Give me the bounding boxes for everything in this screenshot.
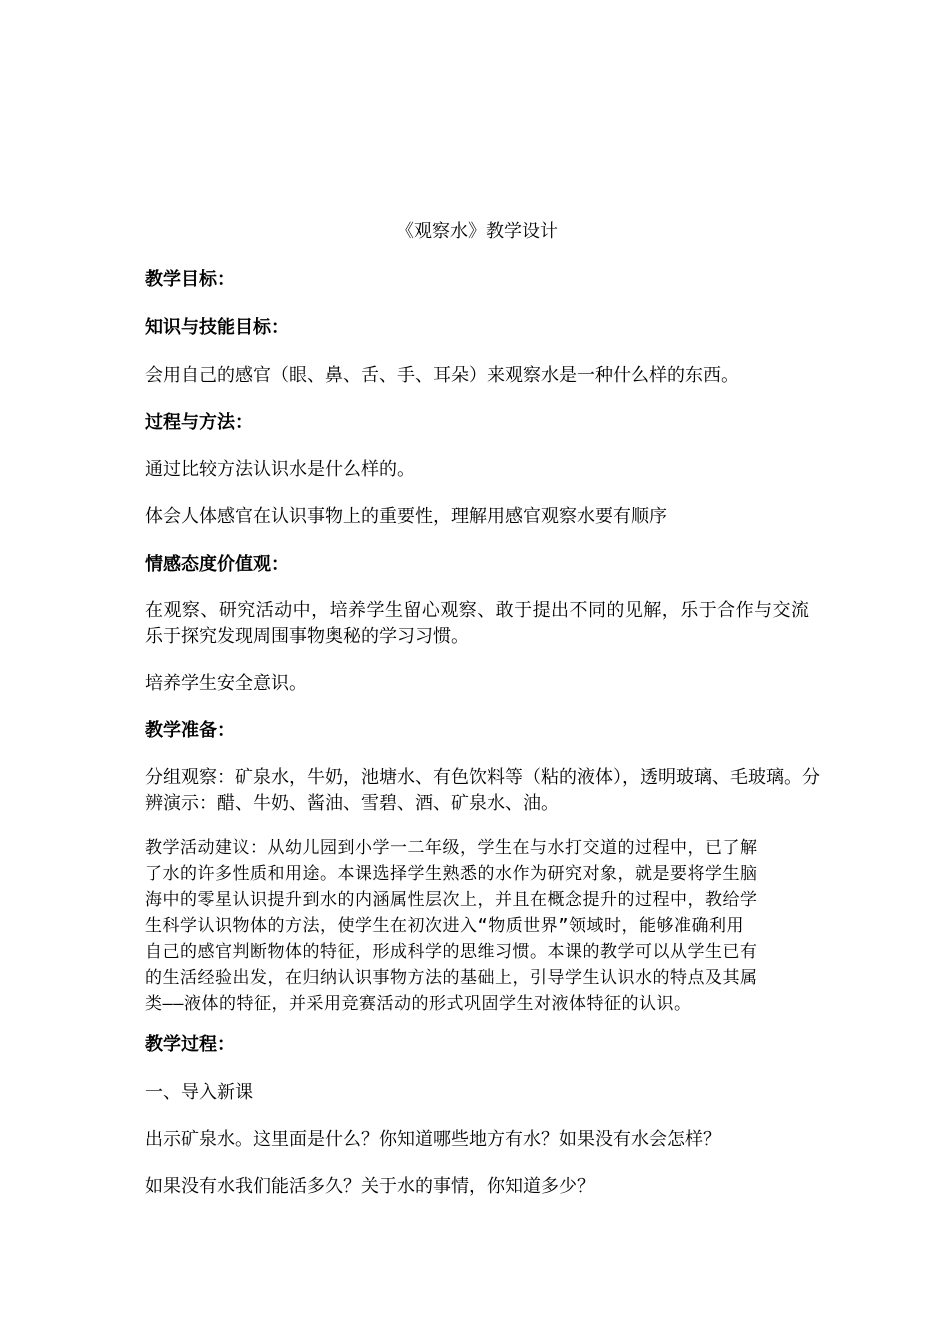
teaching-prep-line-2: 辨演示：醋、牛奶、酱油、雪碧、酒、矿泉水、油。 [145, 793, 559, 814]
knowledge-skill-text: 会用自己的感官（眼、鼻、舌、手、耳朵）来观察水是一种什么样的东西。 [145, 365, 739, 386]
teaching-prep-heading: 教学准备： [145, 720, 235, 741]
intro-text-1: 出示矿泉水。这里面是什么？你知道哪些地方有水？如果没有水会怎样？ [145, 1129, 721, 1150]
activity-suggestion-paragraph [145, 835, 809, 1017]
teaching-prep-line-1: 分组观察：矿泉水，牛奶，池塘水、有色饮料等（粘的液体），透明玻璃、毛玻璃。分 [145, 767, 820, 788]
process-method-text-2: 体会人体感官在认识事物上的重要性，理解用感官观察水要有顺序 [145, 506, 667, 527]
safety-awareness-text: 培养学生安全意识。 [145, 673, 307, 694]
activity-suggestion-line: 了水的许多性质和用途。本课选择学生熟悉的水作为研究对象，就是要将学生脑 [145, 864, 758, 884]
activity-suggestion-line: 教学活动建议：从幼儿园到小学一二年级，学生在与水打交道的过程中，已了解 [145, 838, 758, 858]
emotion-attitude-line-1: 在观察、研究活动中，培养学生留心观察、敢于提出不同的见解，乐于合作与交流 [145, 600, 809, 621]
teaching-prep-paragraph [145, 765, 820, 817]
emotion-attitude-line-2: 乐于探究发现周围事物奥秘的学习习惯。 [145, 626, 469, 647]
intro-text-2: 如果没有水我们能活多久？关于水的事情，你知道多少？ [145, 1176, 595, 1197]
emotion-attitude-heading: 情感态度价值观： [145, 554, 289, 575]
teaching-goal-heading: 教学目标： [145, 269, 235, 290]
section-one-heading: 一、导入新课 [145, 1082, 253, 1103]
knowledge-skill-heading: 知识与技能目标： [145, 317, 289, 338]
process-method-heading: 过程与方法： [145, 412, 253, 433]
teaching-process-heading: 教学过程： [145, 1034, 235, 1055]
emotion-attitude-paragraph [145, 598, 809, 650]
activity-suggestion-line: 的生活经验出发，在归纳认识事物方法的基础上，引导学生认识水的特点及其属 [145, 968, 758, 988]
process-method-text-1: 通过比较方法认识水是什么样的。 [145, 459, 415, 480]
activity-suggestion-line: 海中的零星认识提升到水的内涵属性层次上，并且在概念提升的过程中，教给学 [145, 890, 758, 910]
activity-suggestion-line: 生科学认识物体的方法，使学生在初次进入“物质世界”领域时，能够准确利用 [145, 916, 744, 936]
activity-suggestion-line: 自己的感官判断物体的特征，形成科学的思维习惯。本课的教学可以从学生已有 [145, 942, 758, 962]
activity-suggestion-line: 类——液体的特征，并采用竞赛活动的形式巩固学生对液体特征的认识。 [145, 994, 692, 1014]
document-title: 《观察水》教学设计 [396, 221, 558, 242]
